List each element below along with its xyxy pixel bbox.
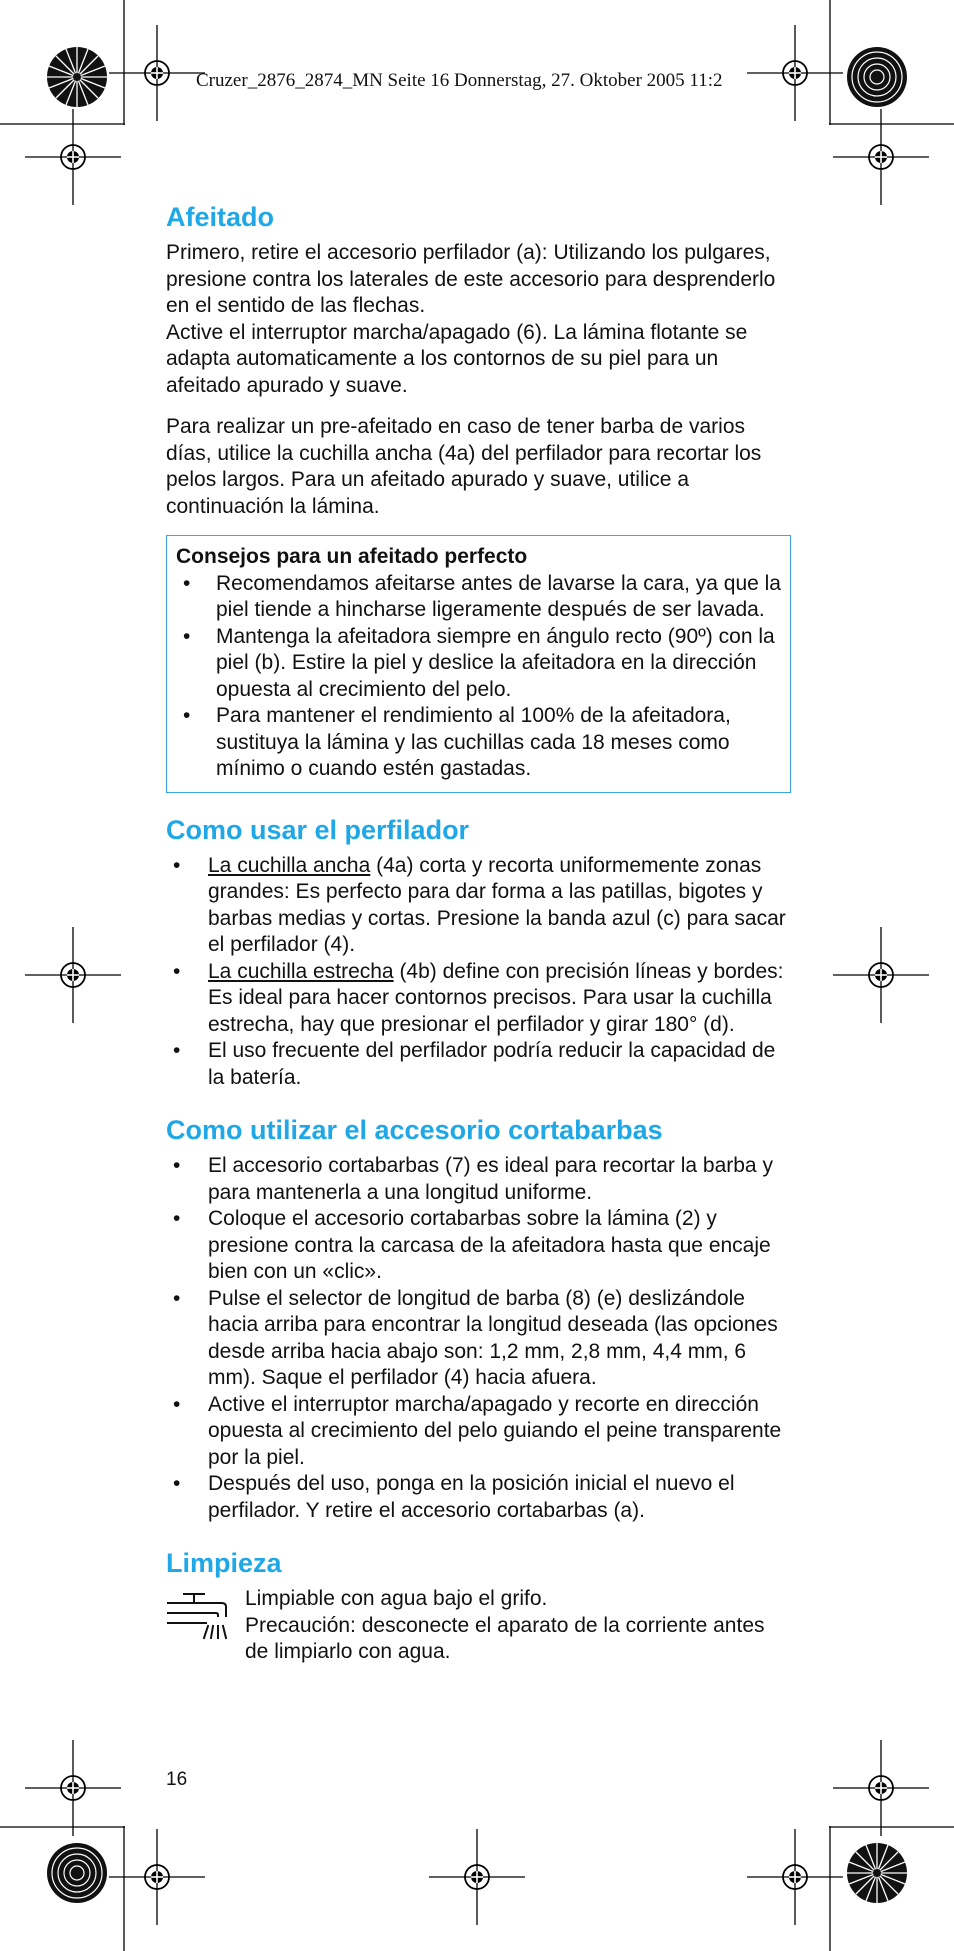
list-item: • Para mantener el rendimiento al 100% de la afeitadora, sustituya la lámina y las cuchillas cada 18 meses como mínimo o cuando estén gastadas. bbox=[176, 703, 781, 783]
list-item: • El uso frecuente del perfilador podría reducir la capacidad de la batería. bbox=[166, 1038, 791, 1091]
section-title-trimmer: Como usar el perfilador bbox=[166, 814, 470, 845]
wide-blade-text: (4a) corta y recorta uniformemente zonas grandes: Es perfecto para dar forma a las patillas, bigotes y barbas medias y cortas. Presione la banda azul (c) para sacar el perfilador (4). bbox=[208, 853, 786, 956]
list-item: • Active el interruptor marcha/apagado y recorte en dirección opuesta al crecimiento del pelo guiando el peine transparente por la piel. bbox=[166, 1392, 791, 1472]
list-item bbox=[166, 853, 791, 959]
shaving-p1b-text: Active el interruptor marcha/apagado (6). La lámina flotante se adapta automaticamente a los contornos de su piel para un afeitado apurado y suave. bbox=[166, 320, 748, 397]
tips-title: Consejos para un afeitado perfecto bbox=[176, 545, 528, 568]
cleaning-row bbox=[166, 1586, 791, 1666]
faucet-water-icon bbox=[166, 1586, 230, 1656]
star-target-top-left-icon bbox=[47, 47, 107, 107]
cleaning-line-2: Precaución: desconecte el aparato de la corriente antes de limpiarlo con agua. bbox=[245, 1613, 765, 1663]
list-item: • El accesorio cortabarbas (7) es ideal para recortar la barba y para mantenerla a una longitud uniforme. bbox=[166, 1153, 791, 1206]
narrow-blade-label: La cuchilla estrecha bbox=[208, 959, 394, 983]
star-target-bottom-left-icon bbox=[47, 1843, 107, 1903]
section-title-beard: Como utilizar el accesorio cortabarbas bbox=[166, 1115, 663, 1145]
list-item: • Recomendamos afeitarse antes de lavarse la cara, ya que la piel tiende a hincharse ligeramente después de ser lavada. bbox=[176, 571, 781, 624]
shaving-paragraph-1 bbox=[166, 240, 791, 399]
section-title-shaving: Afeitado bbox=[166, 202, 274, 232]
trimmer-list bbox=[166, 853, 791, 1092]
list-item: • Coloque el accesorio cortabarbas sobre la lámina (2) y presione contra la carcasa de la afeitadora hasta que encaje bien con un «clic». bbox=[166, 1206, 791, 1286]
list-item bbox=[166, 959, 791, 1039]
print-header: Cruzer_2876_2874_MN Seite 16 Donnerstag, 27. Oktober 2005 11:2 bbox=[196, 70, 723, 91]
page-number: 16 bbox=[166, 1769, 188, 1790]
shaving-paragraph-2: Para realizar un pre-afeitado en caso de tener barba de varios días, utilice la cuchilla ancha (4a) del perfilador para recortar los pelos largos. Para un afeitado apurado y suave, utilice a continuación la lámina. bbox=[166, 415, 762, 518]
star-target-top-right-icon bbox=[847, 47, 907, 107]
wide-blade-label: La cuchilla ancha bbox=[208, 853, 371, 877]
shaving-p1-text: Primero, retire el accesorio perfilador (a): Utilizando los pulgares, presione contra los laterales de este accesorio para desprenderlo en el sentido de las flechas. bbox=[166, 241, 776, 317]
tips-box bbox=[166, 535, 791, 793]
narrow-blade-text: (4b) define con precisión líneas y bordes: Es ideal para hacer contornos precisos. Para usar la cuchilla estrecha, hay que presionar el perfilador y girar 180° (d). bbox=[208, 959, 784, 1036]
cleaning-line-1: Limpiable con agua bajo el grifo. bbox=[245, 1587, 548, 1610]
tips-list bbox=[176, 571, 781, 783]
star-target-bottom-right-icon bbox=[847, 1843, 907, 1903]
list-item: • Mantenga la afeitadora siempre en ángulo recto (90º) con la piel (b). Estire la piel y deslice la afeitadora en la dirección opuesta al crecimiento del pelo. bbox=[176, 624, 781, 704]
list-item: • Pulse el selector de longitud de barba (8) (e) deslizándole hacia arriba para encontrar la longitud deseada (las opciones desde arriba hacia abajo son: 1,2 mm, 2,8 mm, 4,4 mm, 6 mm). Saque el perfilador (4) hacia afuera. bbox=[166, 1286, 791, 1392]
beard-list bbox=[166, 1153, 791, 1524]
section-title-cleaning: Limpieza bbox=[166, 1548, 282, 1578]
list-item: • Después del uso, ponga en la posición inicial el nuevo el perfilador. Y retire el accesorio cortabarbas (a). bbox=[166, 1471, 791, 1524]
page-content bbox=[166, 200, 791, 1666]
